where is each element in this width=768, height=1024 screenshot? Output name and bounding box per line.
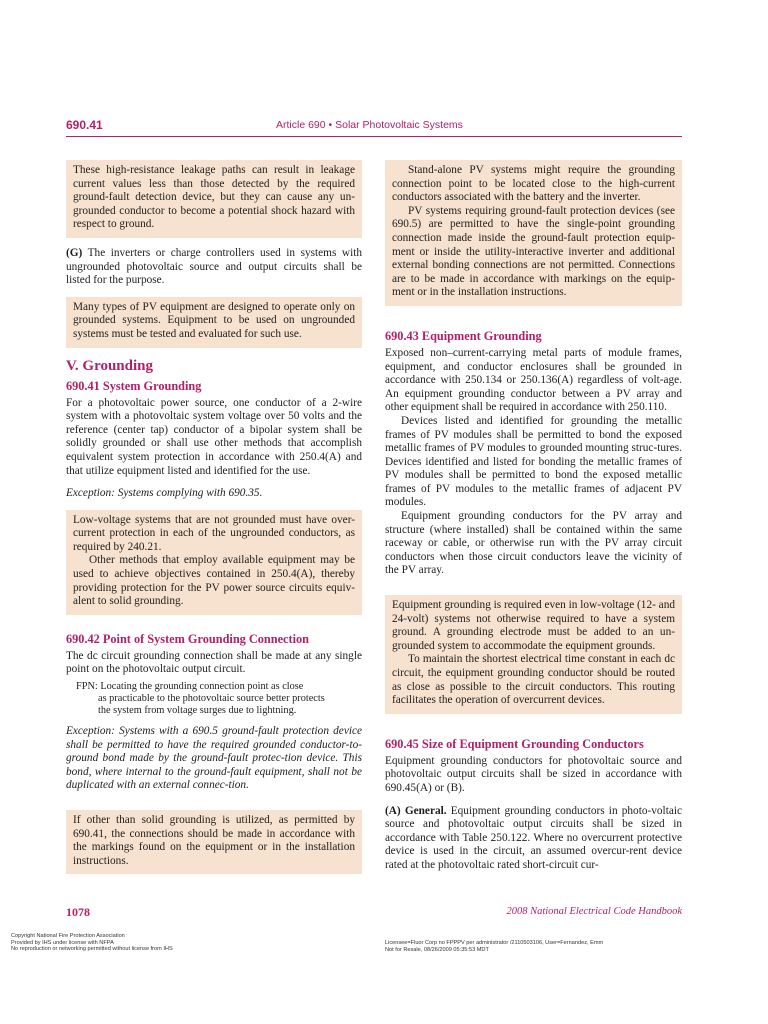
page-number: 1078 [66,905,90,919]
section-heading-690-43: 690.43 Equipment Grounding [385,328,542,343]
commentary-box [66,160,362,238]
license-line: Licensee=Fluor Corp no FPPPV per administrator /2110503106, User=Fernandez, Emm [385,940,604,946]
section-body: For a photovoltaic power source, one conductor of a 2-wire system with a photovoltaic system voltage over 50 volts and the reference (center tap) conductor of a bipolar system shall be solidly grounded or shall use other methods that accomplish equivalent system protection in accordance with 250.4(A) and that utilize equipment listed and identified for the use. [66,396,362,477]
fpn-line: the system from voltage surges due to lightning. [98,705,297,717]
copyright-line: Copyright National Fire Protection Association [11,933,125,939]
commentary-text: Low-voltage systems that are not grounded must have over-current protection in each of the ungrounded conductors, as required by 240.21. [73,513,355,553]
paragraph-text: Equipment grounding conductors in photo-voltaic source and photovoltaic output circuits shall be sized in accordance with Table 250.122. Where no overcurrent protective device is used in the circuit, an assumed overcur-rent device rated at the photovoltaic rated short-circuit cur- [385,804,682,871]
copyright-line: No reproduction or networking permitted without license from IHS [11,946,173,953]
commentary-text: Stand-alone PV systems might require the grounding connection point to be located close to the high-current conductors associated with the battery and the inverter. [392,164,675,204]
paragraph-text: The inverters or charge controllers used in systems with ungrounded photovoltaic source and output circuits shall be listed for the purpose. [66,246,362,287]
section-body: Equipment grounding conductors for photovoltaic source and photovoltaic output circuits shall be sized in accordance with 690.45(A) or (B). [385,754,682,794]
commentary-box [385,160,682,306]
copyright-line: Provided by IHS under license with NFPA [11,939,114,946]
header-section-number: 690.41 [66,118,103,132]
section-heading-690-45: 690.45 Size of Equipment Grounding Conductors [385,736,644,751]
header-article-title: Article 690 • Solar Photovoltaic Systems [276,119,463,131]
license-notice [385,940,603,953]
commentary-text: If other than solid grounding is utilized, as permitted by 690.41, the connections should be made in accordance with the markings found on the equipment or in the installation instructions. [73,814,355,867]
section-heading-690-41: 690.41 System Grounding [66,378,202,393]
commentary-text: Equipment grounding is required even in low-voltage (12- and 24-volt) systems not otherwise required to have a system ground. A grounding electrode must be added to an un-grounded system to accommodate the equipment grounds. [392,599,675,652]
exception-text: Exception: Systems complying with 690.35. [66,487,263,500]
code-paragraph-g [66,247,362,288]
commentary-text: PV systems requiring ground-fault protection devices (see 690.5) are permitted to have the single-point grounding connection made inside the ground-fault protection equip-ment or inside the utility-interactive inverter and additional external bonding connections are not permitted. Connections are to be made in accordance with markings on the equip-ment or in the installation instructions. [392,204,675,299]
header-rule [66,136,682,137]
paragraph-label: (G) [66,246,83,259]
section-body: The dc circuit grounding connection shall be made at any single point on the photovoltaic output circuit. [66,649,362,676]
fpn-line: as practicable to the photovoltaic source better protects [98,693,325,705]
code-paragraph-a [385,805,682,873]
commentary-box [66,297,362,348]
commentary-text: Many types of PV equipment are designed to operate only on grounded systems. Equipment to be used on ungrounded systems must be tested and evaluated for such use. [73,300,355,340]
copyright-notice [11,933,173,953]
handbook-title: 2008 National Electrical Code Handbook [506,906,682,917]
right-column [385,160,682,873]
commentary-box [66,510,362,615]
fpn-line: FPN: Locating the grounding connection point as close [76,681,304,693]
left-column [66,160,362,883]
section-heading-690-42: 690.42 Point of System Grounding Connection [66,631,310,646]
chapter-heading: V. Grounding [66,357,153,374]
paragraph-label: (A) General. [385,804,447,817]
section-body: Equipment grounding conductors for the PV array and structure (where installed) shall be contained within the same raceway or cable, or otherwise run with the PV array circuit conductors when those circuit conductors leave the vicinity of the PV array. [385,510,682,577]
section-body: Exposed non–current-carrying metal parts of module frames, equipment, and conductor enclosures shall be grounded in accordance with 250.134 or 250.136(A) regardless of volt-age. An equipment grounding conductor between a PV array and other equipment shall be required in accordance with 250.110. [385,346,682,414]
commentary-text: These high-resistance leakage paths can result in leakage current values less than those detected by the required ground-fault detection device, but they can cause any un-grounded conductor to become a potential shock hazard with respect to ground. [73,164,355,231]
license-line: Not for Resale, 08/26/2009 05:35:53 MDT [385,946,489,953]
commentary-text: To maintain the shortest electrical time constant in each dc circuit, the equipment grounding conductor should be routed as close as possible to the circuit conductors. This routing facilitates the operation of overcurrent devices. [392,653,675,707]
commentary-box [66,810,362,874]
commentary-text: Other methods that employ available equipment may be used to achieve objectives contained in 250.4(A), thereby providing protection for the PV power source circuits equiv-alent to solid grounding. [73,554,355,608]
exception-text: Exception: Systems with a 690.5 ground-fault protection device shall be permitted to have the required grounded conductor-to-ground bond made by the ground-fault protec-tion device. This bond, where internal to the ground-fault equipment, shall not be duplicated with an external connec-tion. [66,725,362,792]
commentary-box [385,595,682,714]
fine-print-note [76,681,362,717]
section-body: Devices listed and identified for grounding the metallic frames of PV modules shall be permitted to bond the exposed metallic frames of PV modules to grounded mounting struc-tures. Devices identified and listed for bonding the metallic frames of PV modules shall be permitted to bond the exposed metallic frames of PV modules to the metallic frames of adjacent PV modules. [385,414,682,509]
